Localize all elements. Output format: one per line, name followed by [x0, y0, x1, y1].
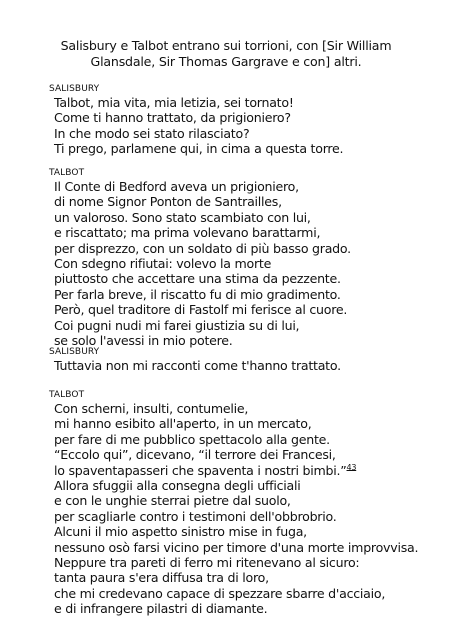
verse-line: Coi pugni nudi mi farei giustizia su di lui,	[54, 317, 300, 333]
verse-line: In che modo sei stato rilasciato?	[54, 125, 250, 141]
verse-line-with-footnote	[54, 463, 418, 478]
speech-talbot-2	[54, 401, 418, 616]
speech-salisbury-2	[54, 358, 341, 373]
verse-line: Per farla breve, il riscatto fu di mio gradimento.	[54, 286, 341, 302]
verse-line: Allora sfuggii alla consegna degli ufficiali	[54, 477, 301, 493]
stage-direction: Salisbury e Talbot entrano sui torrioni, con [Sir William Glansdale, Sir Thomas Gargrave e con] altri.	[60, 38, 392, 69]
verse-line: nessuno osò farsi vicino per timore d'una morte improvvisa.	[54, 539, 419, 555]
verse-line: piuttosto che accettare una stima da pezzente.	[54, 271, 341, 287]
verse-line: Come ti hanno trattato, da prigioniero?	[54, 110, 291, 126]
speaker-label-talbot: TALBOT	[49, 390, 85, 400]
verse-line: Talbot, mia vita, mia letizia, sei tornato!	[54, 95, 294, 110]
verse-line: e di infrangere pilastri di diamante.	[54, 601, 268, 617]
verse-line: Ti prego, parlamene qui, in cima a questa torre.	[54, 141, 344, 157]
verse-line: Neppure tra pareti di ferro mi ritenevano al sicuro:	[54, 554, 360, 570]
verse-line: un valoroso. Sono stato scambiato con lui,	[54, 209, 311, 225]
verse-line: tanta paura s'era diffusa tra di loro,	[54, 570, 269, 586]
verse-line: per disprezzo, con un soldato di più basso grado.	[54, 240, 351, 256]
verse-line-text: lo spaventapasseri che spaventa i nostri bimbi.”	[54, 462, 347, 478]
verse-line: per fare di me pubblico spettacolo alla gente.	[54, 431, 330, 447]
verse-line: “Eccolo qui”, dicevano, “il terrore dei Francesi,	[54, 447, 336, 463]
verse-line: Tuttavia non mi racconti come t'hanno trattato.	[54, 358, 341, 373]
footnote-link[interactable]: 43	[346, 462, 357, 472]
verse-line: per scagliarle contro i testimoni dell'obbrobrio.	[54, 508, 337, 524]
speech-talbot-1	[54, 179, 351, 348]
verse-line: di nome Signor Ponton de Santrailles,	[54, 194, 282, 210]
speaker-label-salisbury: SALISBURY	[49, 84, 100, 94]
verse-line: Però, quel traditore di Fastolf mi ferisce al cuore.	[54, 302, 348, 318]
verse-line: che mi credevano capace di spezzare sbarre d'acciaio,	[54, 585, 386, 601]
verse-line: se solo l'avessi in mio potere.	[54, 332, 233, 348]
verse-line: Con sdegno rifiutai: volevo la morte	[54, 255, 272, 271]
speaker-label-talbot: TALBOT	[49, 168, 85, 178]
verse-line: e con le unghie sterrai pietre dal suolo,	[54, 493, 291, 509]
verse-line: e riscattato; ma prima volevano barattarmi,	[54, 225, 321, 241]
speech-salisbury-1	[54, 95, 343, 157]
verse-line: Alcuni il mio aspetto sinistro mise in fuga,	[54, 524, 307, 540]
verse-line: Con scherni, insulti, contumelie,	[54, 401, 249, 416]
speaker-label-salisbury: SALISBURY	[49, 347, 100, 357]
verse-line: mi hanno esibito all'aperto, in un mercato,	[54, 416, 312, 432]
verse-line: Il Conte di Bedford aveva un prigioniero,	[54, 179, 299, 194]
